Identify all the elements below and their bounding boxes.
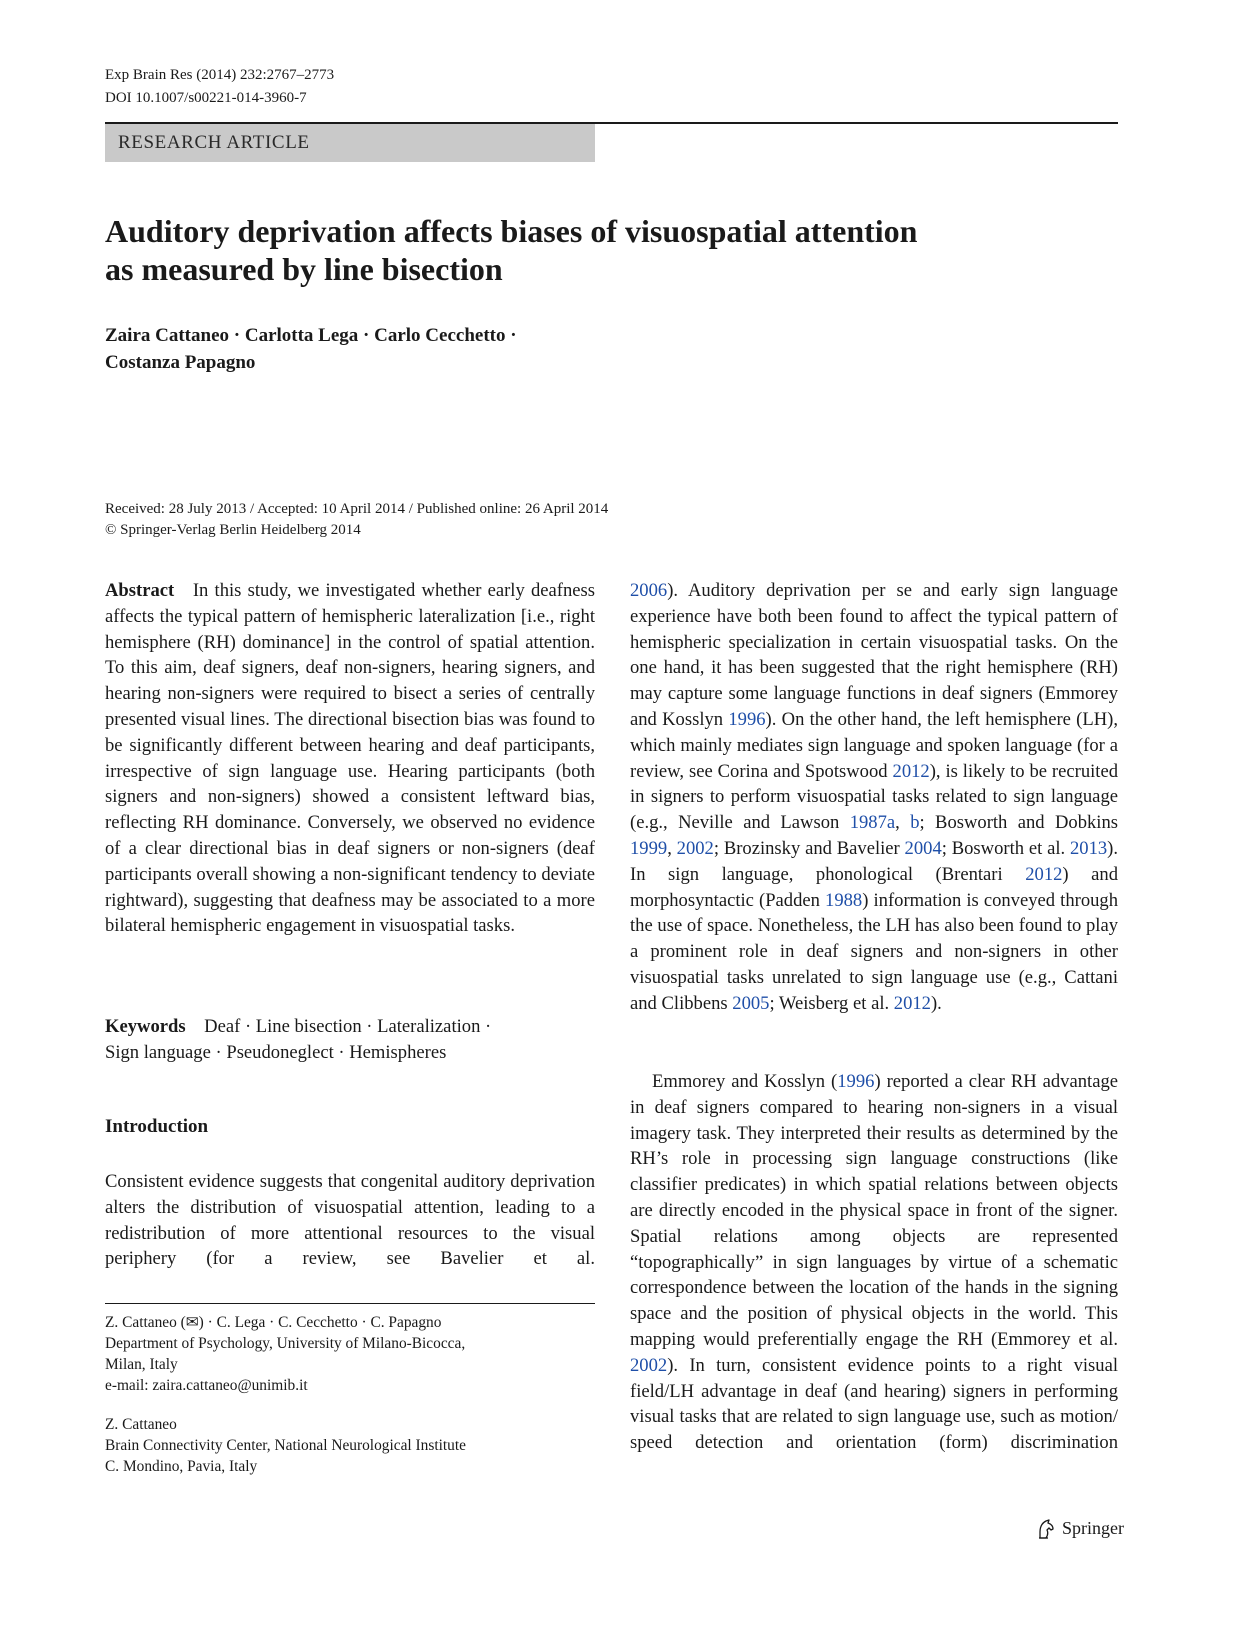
body-text: Emmorey and Kosslyn (	[652, 1071, 838, 1092]
body-text: ) and morphosyntactic (Padden	[630, 863, 1118, 911]
body-text: ). On the other hand, the left hemisphere (LH), which mainly mediates sign language and spoken language (for a review, see Corina and Spotswood	[630, 708, 1118, 782]
body-text: ,	[667, 837, 677, 859]
right-column-paragraph-2	[630, 1069, 1118, 1456]
abstract-label: Abstract	[105, 580, 175, 601]
title-line-1: Auditory deprivation affects biases of visuospatial attention	[105, 213, 918, 249]
author-list	[105, 322, 705, 376]
category-band	[105, 124, 595, 162]
keywords-line-2: Sign language · Pseudoneglect · Hemispheres	[105, 1042, 447, 1063]
citation: Exp Brain Res (2014) 232:2767–2773	[105, 67, 335, 83]
right-column-paragraph-1	[630, 578, 1118, 1017]
citation-link[interactable]: 1996	[728, 708, 766, 730]
affiliation-city: Milan, Italy	[105, 1356, 178, 1373]
abstract	[105, 578, 595, 939]
citation-link[interactable]: 2012	[1025, 863, 1063, 885]
keywords	[105, 1014, 595, 1066]
keywords-line-1: Deaf · Line bisection · Lateralization ·	[204, 1016, 492, 1037]
body-text: ; Weisberg et al.	[769, 992, 894, 1014]
citation-link[interactable]: 2012	[892, 760, 930, 782]
body-text: ) reported a clear RH advantage in deaf signers compared to hearing non-signers in a visual imagery task. They interpreted their results as determined by the RH’s role in processing sign language constructions (like classifier predicates) in which spatial relations between objects are directly encoded in the physical space in front of the signer. Spatial relations among objects are represented “topographically” in sign languages by virtue of a schematic correspondence between the location of the hands in the signing space and the position of physical objects in the world. This mapping would preferentially engage the RH (Emmorey et al.	[630, 1071, 1119, 1350]
footnote-rule	[105, 1303, 595, 1304]
doi: DOI 10.1007/s00221-014-3960-7	[105, 90, 307, 106]
citation-link[interactable]: 2002	[676, 837, 714, 859]
citation-link[interactable]: b	[910, 812, 920, 834]
body-text: ). In sign language, phonological (Brentari	[630, 837, 1118, 885]
body-text: ) information is conveyed through the use of space. Nonetheless, the LH has also been found to play a prominent role in deaf signers and non-signers in other visuospatial tasks unrelated to sign language use (e.g., Cattani and Clibbens	[630, 889, 1119, 1014]
citation-link[interactable]: 2004	[904, 837, 942, 859]
citation-link[interactable]: 2013	[1069, 837, 1108, 859]
body-text: ), is likely to be recruited in signers to perform visuospatial tasks related to sign language (e.g., Neville and Lawson	[630, 760, 1118, 834]
citation-link[interactable]: 1987a	[849, 812, 896, 834]
citation-link[interactable]: 1999	[630, 837, 668, 859]
affiliation-dept: Department of Psychology, University of Milano-Bicocca,	[105, 1335, 466, 1352]
keywords-label: Keywords	[105, 1016, 186, 1037]
authors-line-2: Costanza Papagno	[105, 352, 256, 373]
body-text: ; Brozinsky and Bavelier	[713, 837, 905, 859]
affiliation-authors: Z. Cattaneo (✉) · C. Lega · C. Cecchetto · C. Papagno	[105, 1314, 442, 1331]
dates: Received: 28 July 2013 / Accepted: 10 April 2014 / Published online: 26 April 2014	[105, 501, 609, 517]
journal-meta	[105, 64, 334, 110]
affiliation-2-institute: Brain Connectivity Center, National Neurological Institute	[105, 1437, 466, 1454]
authors-line-1: Zaira Cattaneo · Carlotta Lega · Carlo Cecchetto ·	[105, 325, 517, 346]
body-text: ). Auditory deprivation per se and early sign language experience have both been found to affect the typical pattern of hemispheric specialization in certain visuospatial tasks. On the one hand, it has been suggested that the right hemisphere (RH) may capture some language functions in deaf signers (Emmorey and Kosslyn	[630, 580, 1118, 730]
affiliation-2	[105, 1414, 625, 1477]
citation-link[interactable]: 1996	[837, 1071, 875, 1092]
article-title	[105, 212, 1005, 288]
citation-link[interactable]: 2012	[893, 992, 931, 1014]
body-text: ; Bosworth and Dobkins	[919, 812, 1118, 834]
affiliation-email: e-mail: zaira.cattaneo@unimib.it	[105, 1377, 308, 1394]
affiliation-2-author: Z. Cattaneo	[105, 1416, 177, 1433]
body-text: ).	[930, 992, 942, 1014]
abstract-text: In this study, we investigated whether early deafness affects the typical pattern of hemispheric lateralization [i.e., right hemisphere (RH) dominance] in the control of spatial attention. To this aim, deaf signers, deaf non-signers, hearing signers, and hearing non-signers were required to bisect a series of centrally presented visual lines. The directional bisection bias was found to be significantly different between hearing and deaf participants, irrespective of sign language use. Hearing participants (both signers and non-signers) showed a consistent leftward bias, reflecting RH dominance. Conversely, we observed no evidence of a clear directional bias in deaf signers or non-signers (deaf participants overall showing a non-significant tendency to deviate rightward), suggesting that deafness may be associated to a more bilateral hemispheric engagement in visuospatial tasks.	[105, 580, 596, 937]
affiliation-2-city: C. Mondino, Pavia, Italy	[105, 1458, 258, 1475]
springer-horse-icon	[1036, 1518, 1056, 1540]
citation-link[interactable]: 1988	[825, 889, 863, 911]
publication-dates	[105, 499, 905, 541]
citation-link[interactable]: 2006	[630, 580, 668, 601]
category-label: RESEARCH ARTICLE	[118, 132, 310, 153]
introduction-text: Consistent evidence suggests that congenital auditory deprivation alters the distribution of visuospatial attention, leading to a redistribution of more attentional resources to the visual periphery (for a review, see Bavelier et al.	[105, 1171, 595, 1270]
copyright: © Springer-Verlag Berlin Heidelberg 2014	[105, 522, 361, 538]
introduction-heading: Introduction	[105, 1116, 209, 1137]
citation-link[interactable]: 2005	[732, 992, 770, 1014]
body-text: ,	[895, 812, 911, 834]
body-text: ; Bosworth et al.	[941, 837, 1070, 859]
affiliation-1	[105, 1312, 625, 1396]
body-text: ). In turn, consistent evidence points to a right visual field/LH advantage in deaf (and hearing) signers in performing visual tasks that are related to sign language use, such as motion/ speed detection and orientation (form) discrimination	[630, 1354, 1118, 1454]
citation-link[interactable]: 2002	[630, 1354, 668, 1376]
title-line-2: as measured by line bisection	[105, 251, 503, 287]
publisher-name: Springer	[1062, 1518, 1124, 1538]
